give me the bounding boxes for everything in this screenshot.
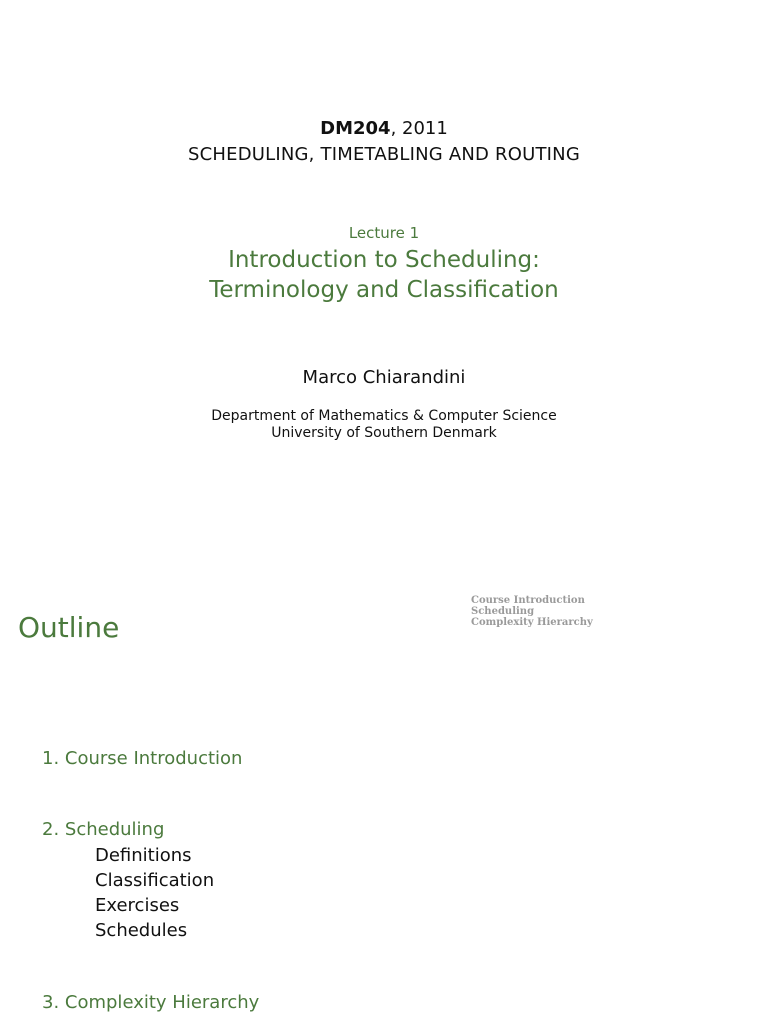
author-name: Marco Chiarandini — [302, 367, 466, 388]
nav-item-scheduling[interactable]: Scheduling — [471, 606, 535, 617]
toc-subsection-classification[interactable]: Classification — [95, 870, 215, 891]
outline-title: Outline — [18, 611, 120, 644]
section-navigation — [471, 595, 593, 628]
nav-item-complexity-hierarchy[interactable]: Complexity Hierarchy — [471, 617, 593, 628]
lecture-label: Lecture 1 — [348, 224, 420, 242]
lecture-title-line2: Terminology and Classification — [209, 277, 559, 303]
toc-section-1[interactable]: 1. Course Introduction — [42, 748, 243, 769]
course-heading — [0, 117, 768, 141]
course-year: , 2011 — [390, 118, 448, 139]
course-code: DM204 — [320, 118, 391, 139]
toc-subsection-exercises[interactable]: Exercises — [95, 895, 180, 916]
author-university: University of Southern Denmark — [271, 425, 497, 441]
toc-subsection-definitions[interactable]: Definitions — [95, 845, 192, 866]
toc-subsection-schedules[interactable]: Schedules — [95, 920, 188, 941]
toc-section-3[interactable]: 3. Complexity Hierarchy — [42, 992, 260, 1013]
lecture-title-line1: Introduction to Scheduling: — [228, 247, 540, 273]
toc-section-2[interactable]: 2. Scheduling — [42, 819, 165, 840]
course-title: SCHEDULING, TIMETABLING AND ROUTING — [188, 144, 580, 165]
author-department: Department of Mathematics & Computer Science — [211, 408, 557, 424]
nav-item-course-introduction[interactable]: Course Introduction — [471, 595, 585, 606]
